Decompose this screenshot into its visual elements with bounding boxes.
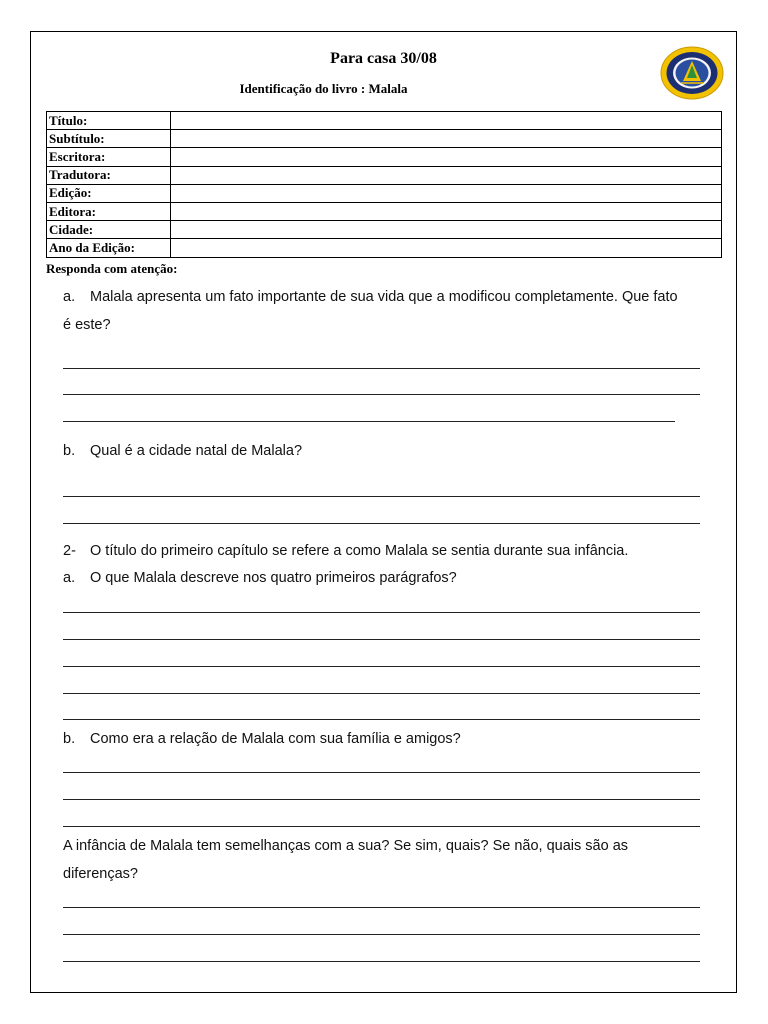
row-value-ano-edicao[interactable] (171, 239, 722, 257)
page-title: Para casa 30/08 (330, 50, 437, 67)
answer-line[interactable] (63, 523, 700, 524)
table-row (47, 148, 722, 166)
page-subtitle: Identificação do livro : Malala (239, 81, 408, 96)
answer-line[interactable] (63, 639, 700, 640)
row-label-subtitulo: Subtítulo: (47, 130, 171, 148)
table-row (47, 221, 722, 239)
question-text: Como era a relação de Malala com sua família e amigos? (90, 731, 461, 747)
row-label-tradutora: Tradutora: (47, 166, 171, 184)
row-value-editora[interactable] (171, 202, 722, 220)
question-marker: b. (63, 731, 76, 747)
question-1a (63, 283, 713, 339)
table-row (47, 166, 722, 184)
question-1b (63, 437, 302, 465)
question-text-continuation: diferenças? (63, 866, 138, 882)
table-row (47, 130, 722, 148)
row-value-escritora[interactable] (171, 148, 722, 166)
table-row (47, 184, 722, 202)
row-value-edicao[interactable] (171, 184, 722, 202)
answer-line[interactable] (63, 394, 700, 395)
question-text: O que Malala descreve nos quatro primeiros parágrafos? (90, 570, 457, 586)
question-marker: a. (63, 289, 76, 305)
question-2a (63, 564, 457, 592)
instructions: Responda com atenção: (46, 261, 178, 276)
answer-line[interactable] (63, 826, 700, 827)
row-label-edicao: Edição: (47, 184, 171, 202)
answer-line[interactable] (63, 612, 700, 613)
answer-line[interactable] (63, 934, 700, 935)
answer-line[interactable] (63, 961, 700, 962)
answer-line[interactable] (63, 368, 700, 369)
question-2 (63, 537, 628, 565)
question-marker: a. (63, 570, 76, 586)
answer-line[interactable] (63, 666, 700, 667)
row-label-editora: Editora: (47, 202, 171, 220)
row-label-escritora: Escritora: (47, 148, 171, 166)
row-value-subtitulo[interactable] (171, 130, 722, 148)
question-2b (63, 725, 461, 753)
worksheet-page (30, 31, 737, 993)
question-marker: b. (63, 443, 76, 459)
question-text: O título do primeiro capítulo se refere a como Malala se sentia durante sua infância. (90, 543, 629, 559)
row-label-titulo: Título: (47, 112, 171, 130)
answer-line[interactable] (63, 719, 700, 720)
row-value-titulo[interactable] (171, 112, 722, 130)
question-text: Qual é a cidade natal de Malala? (90, 443, 303, 459)
row-label-cidade: Cidade: (47, 221, 171, 239)
answer-line[interactable] (63, 496, 700, 497)
answer-line[interactable] (63, 907, 700, 908)
question-3 (63, 832, 713, 888)
question-marker: 2- (63, 543, 76, 559)
question-text: Malala apresenta um fato importante de sua vida que a modificou completamente. Que fato (90, 289, 678, 305)
question-text-continuation: é este? (63, 317, 111, 333)
row-value-cidade[interactable] (171, 221, 722, 239)
answer-line[interactable] (63, 799, 700, 800)
question-text: A infância de Malala tem semelhanças com a sua? Se sim, quais? Se não, quais são as (63, 838, 629, 854)
table-row (47, 112, 722, 130)
school-emblem-icon (659, 45, 725, 101)
row-value-tradutora[interactable] (171, 166, 722, 184)
row-label-ano-edicao: Ano da Edição: (47, 239, 171, 257)
answer-line[interactable] (63, 693, 700, 694)
table-row (47, 202, 722, 220)
answer-line[interactable] (63, 772, 700, 773)
answer-line[interactable] (63, 421, 675, 422)
book-identification-table (46, 111, 722, 258)
table-row (47, 239, 722, 257)
